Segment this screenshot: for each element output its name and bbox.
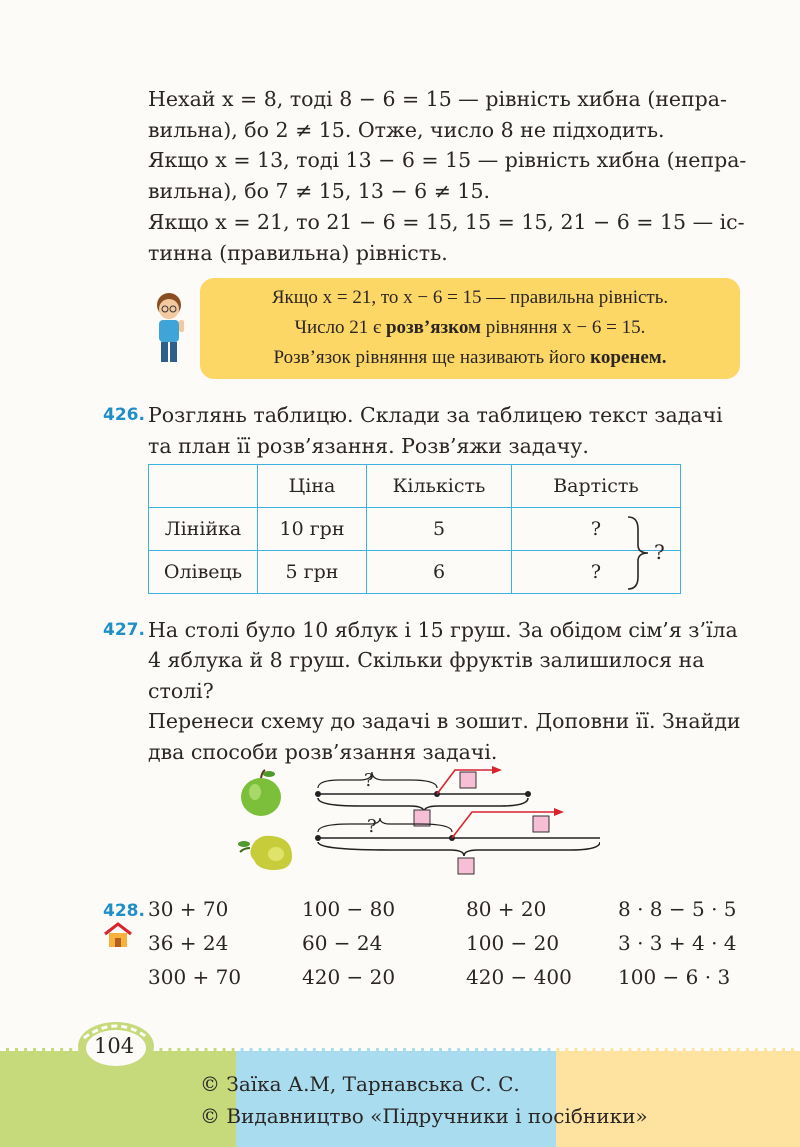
expression: 100 − 6 · 3	[618, 965, 731, 989]
intro-line: вильна), бо 7 ≠ 15, 13 − 6 ≠ 15.	[148, 179, 491, 203]
boy-icon	[148, 290, 190, 368]
expression: 420 − 20	[302, 965, 396, 989]
intro-line: Нехай x = 8, тоді 8 − 6 = 15 — рівність хибна (непра-	[148, 87, 727, 111]
table-row	[149, 508, 681, 551]
table-cell: Ціна	[258, 465, 367, 508]
task-text: та план її розв’язання. Розв’яжи задачу.	[148, 434, 589, 458]
expression: 8 · 8 − 5 · 5	[618, 897, 737, 921]
expression: 36 + 24	[148, 931, 229, 955]
copyright-publisher: © Видавництво «Підручники і посібники»	[200, 1104, 648, 1128]
table-cell: 10 грн	[258, 508, 367, 551]
table-row	[149, 465, 681, 508]
brace-question: ?	[654, 540, 665, 564]
expression: 80 + 20	[466, 897, 547, 921]
task-number: 427.	[103, 620, 145, 640]
table-cell	[149, 465, 258, 508]
table-cell: 5	[367, 508, 512, 551]
page-number: 104	[94, 1034, 135, 1058]
intro-line: Якщо x = 21, то 21 − 6 = 15, 15 = 15, 21 − 6 = 15 — іс-	[148, 210, 745, 234]
expression: 60 − 24	[302, 931, 383, 955]
house-icon	[103, 922, 133, 948]
scheme-question: ?	[367, 816, 377, 837]
intro-line: тинна (правильна) рівність.	[148, 241, 448, 265]
task-text: два способи розв’язання задачі.	[148, 740, 498, 764]
copyright-authors: © Заїка А.М, Тарнавська С. С.	[200, 1072, 520, 1096]
task-text: 4 яблука й 8 груш. Скільки фруктів залишилося на	[148, 648, 705, 672]
task-number: 428.	[103, 901, 145, 921]
intro-line: Якщо x = 13, тоді 13 − 6 = 15 — рівність хибна (непра-	[148, 148, 747, 172]
footer-band-yellow	[556, 1048, 800, 1147]
expression: 3 · 3 + 4 · 4	[618, 931, 737, 955]
table-cell: Олівець	[149, 551, 258, 594]
intro-line: вильна), бо 2 ≠ 15. Отже, число 8 не підходить.	[148, 118, 665, 142]
expression: 420 − 400	[466, 965, 572, 989]
price-table	[148, 464, 681, 594]
task-text: столі?	[148, 679, 214, 703]
expression: 100 − 80	[302, 897, 396, 921]
fruit-scheme	[300, 760, 600, 880]
apple-icon	[238, 768, 284, 818]
rule-line: Число 21 є розв’язком рівняння x − 6 = 15.	[294, 317, 646, 338]
scheme-question: ?	[364, 770, 374, 791]
task-text: Розглянь таблицю. Склади за таблицею текст задачі	[148, 403, 723, 427]
table-cell: 5 грн	[258, 551, 367, 594]
right-brace-icon	[626, 515, 656, 591]
task-text: На столі було 10 яблук і 15 груш. За обідом сім’я з’їла	[148, 618, 738, 642]
table-row	[149, 551, 681, 594]
task-number: 426.	[103, 405, 145, 425]
expression: 30 + 70	[148, 897, 229, 921]
rule-line: Розв’язок рівняння ще називають його коренем.	[273, 347, 667, 368]
table-cell: ?	[512, 551, 681, 594]
table-cell: ?	[512, 508, 681, 551]
task-text: Перенеси схему до задачі в зошит. Доповни її. Знайди	[148, 709, 741, 733]
footer-band-blue	[236, 1048, 556, 1147]
pear-icon	[238, 826, 298, 872]
table-cell: Кількість	[367, 465, 512, 508]
table-cell: Вартість	[512, 465, 681, 508]
rule-line: Якщо x = 21, то x − 6 = 15 — правильна рівність.	[271, 287, 669, 308]
expression: 300 + 70	[148, 965, 242, 989]
expression: 100 − 20	[466, 931, 560, 955]
table-cell: Лінійка	[149, 508, 258, 551]
table-cell: 6	[367, 551, 512, 594]
